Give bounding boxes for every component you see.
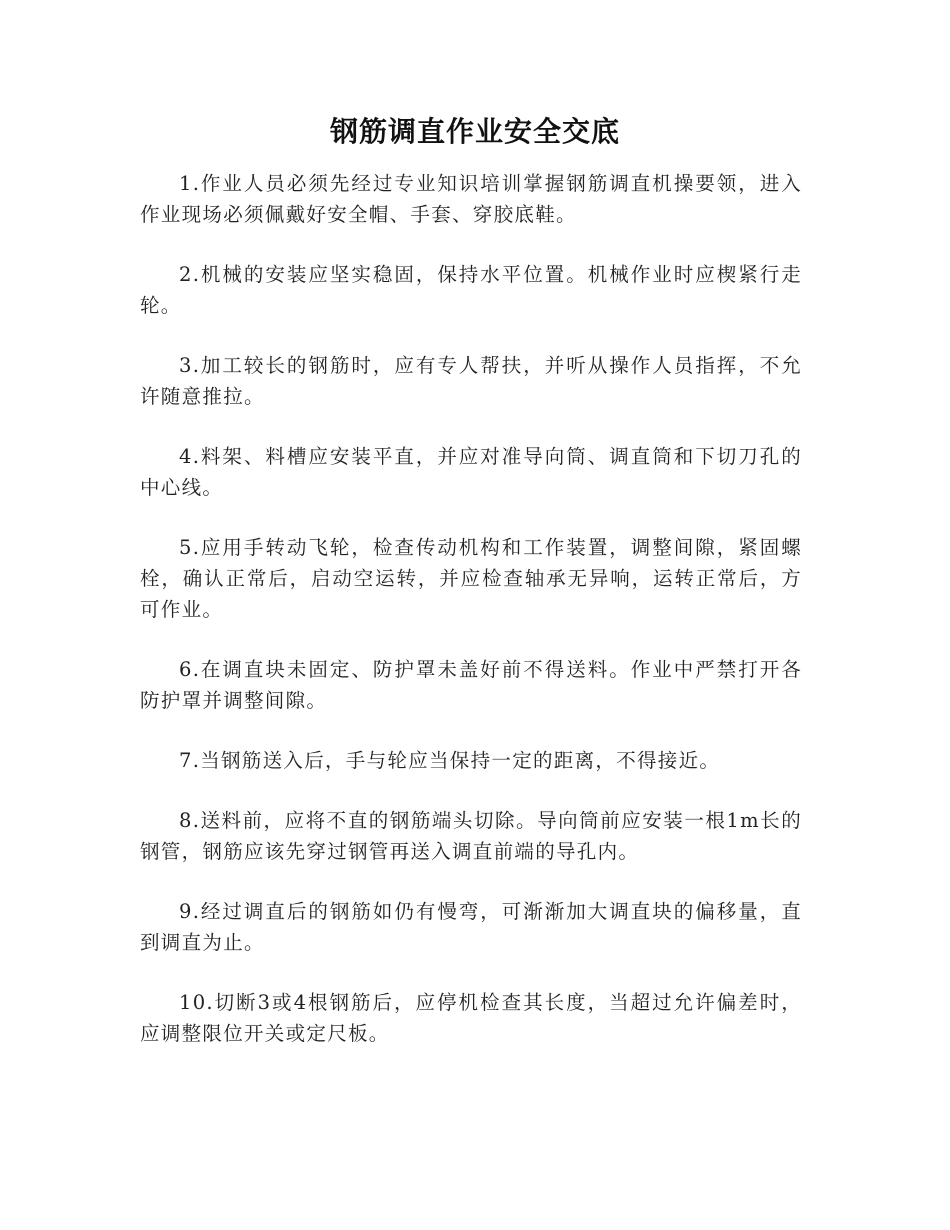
document-body [140, 168, 802, 1078]
paragraph-10: 10.切断3或4根钢筋后，应停机检查其长度，当超过允许偏差时，应调整限位开关或定尺板。 [140, 991, 802, 1045]
paragraph-2: 2.机械的安装应坚实稳固，保持水平位置。机械作业时应楔紧行走轮。 [140, 263, 802, 317]
document-title: 钢筋调直作业安全交底 [329, 115, 620, 148]
paragraph-4: 4.料架、料槽应安装平直，并应对准导向筒、调直筒和下切刀孔的中心线。 [140, 445, 802, 499]
paragraph-3: 3.加工较长的钢筋时，应有专人帮扶，并听从操作人员指挥，不允许随意推拉。 [140, 354, 802, 408]
paragraph-1: 1.作业人员必须先经过专业知识培训掌握钢筋调直机操要领，进入作业现场必须佩戴好安全帽、手套、穿胶底鞋。 [140, 172, 802, 226]
paragraph-9: 9.经过调直后的钢筋如仍有慢弯，可渐渐加大调直块的偏移量，直到调直为止。 [140, 900, 802, 954]
paragraph-7: 7.当钢筋送入后，手与轮应当保持一定的距离，不得接近。 [179, 749, 721, 772]
paragraph-5: 5.应用手转动飞轮，检查传动机构和工作装置，调整间隙，紧固螺栓，确认正常后，启动空运转，并应检查轴承无异响，运转正常后，方可作业。 [140, 536, 802, 621]
paragraph-6: 6.在调直块未固定、防护罩未盖好前不得送料。作业中严禁打开各防护罩并调整间隙。 [140, 658, 802, 712]
paragraph-8: 8.送料前，应将不直的钢筋端头切除。导向筒前应安装一根1m长的钢管，钢筋应该先穿过钢管再送入调直前端的导孔内。 [140, 809, 802, 863]
